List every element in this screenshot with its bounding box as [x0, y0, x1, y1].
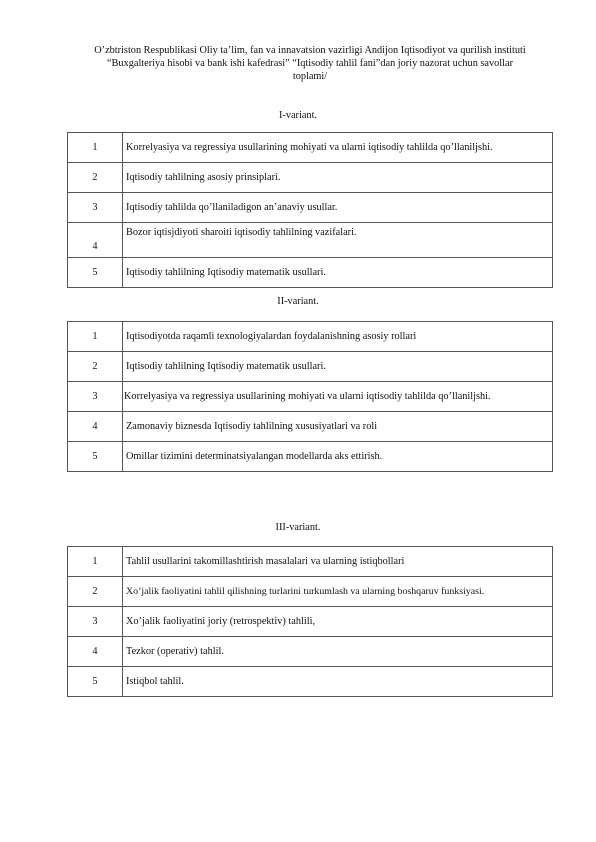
table-row	[68, 258, 553, 288]
table-row	[68, 547, 553, 577]
question-number: 5	[68, 667, 123, 697]
table-row	[68, 382, 553, 412]
variant-2-table	[67, 321, 553, 472]
header-line-2: “Buxgalteriya hisobi va bank ishi kafedrasi” “Iqtisodiy tahlil fani”dan joriy nazorat uchun savollar	[106, 58, 514, 70]
question-number: 2	[68, 163, 123, 193]
question-number: 5	[68, 258, 123, 288]
question-number: 4	[68, 637, 123, 667]
question-text: Iqtisodiy tahlilning asosiy prinsiplari.	[123, 163, 553, 193]
header-line-3: toplami/	[292, 71, 328, 83]
question-text: Iqtisodiyotda raqamli texnologiyalardan foydalanishning asosiy rollari	[123, 322, 553, 352]
question-number: 1	[68, 133, 123, 163]
question-text: Istiqbol tahlil.	[123, 667, 553, 697]
question-number: 1	[68, 322, 123, 352]
variant-2-title: II-variant.	[277, 296, 319, 307]
question-text: Iqtisodiy tahlilning Iqtisodiy matematik usullari.	[123, 352, 553, 382]
table-row	[68, 193, 553, 223]
variant-3-title: III-variant.	[275, 522, 321, 533]
question-text: Iqtisodiy tahlilda qo’llaniladigon an’anaviy usullar.	[123, 193, 553, 223]
variant-3-table	[67, 546, 553, 697]
table-row	[68, 412, 553, 442]
question-text: Bozor iqtisjdiyoti sharoiti iqtisodiy tahlilning vazifalari.	[123, 223, 553, 258]
table-row	[68, 322, 553, 352]
question-text: Xo’jalik faoliyatini tahlil qilishning turlarini turkumlash va ularning boshqaruv funksiyasi.	[123, 577, 553, 607]
question-number: 2	[68, 577, 123, 607]
question-text: Korrelyasiya va regressiya usullarining mohiyati va ularni iqtisodiy tahlilda qo’llaniljshi.	[123, 133, 553, 163]
table-row	[68, 352, 553, 382]
question-text: Tahlil usullarini takomillashtirish masalalari va ularning istiqbollari	[123, 547, 553, 577]
question-text: Xo’jalik faoliyatini joriy (retrospektiv) tahlili,	[123, 607, 553, 637]
question-number: 4	[68, 223, 123, 258]
question-number: 3	[68, 607, 123, 637]
question-number: 5	[68, 442, 123, 472]
table-row	[68, 163, 553, 193]
table-row	[68, 637, 553, 667]
variant-1-title: I-variant.	[278, 110, 318, 121]
question-text: Tezkor (operativ) tahlil.	[123, 637, 553, 667]
question-number: 3	[68, 382, 123, 412]
table-row	[68, 607, 553, 637]
question-text: Iqtisodiy tahlilning Iqtisodiy matematik usullari.	[123, 258, 553, 288]
question-text: Zamonaviy biznesda Iqtisodiy tahlilning xususiyatlari va roli	[123, 412, 553, 442]
table-row	[68, 223, 553, 258]
question-text: Korrelyasiya va regressiya usullarining mohiyati va ularni iqtisodiy tahlilda qo’llaniljshi.	[123, 382, 553, 412]
question-number: 4	[68, 412, 123, 442]
question-text: Omillar tizimini determinatsiyalangan modellarda aks ettirish.	[123, 442, 553, 472]
question-number: 3	[68, 193, 123, 223]
table-row	[68, 667, 553, 697]
header-line-1: O’zbtriston Respublikasi Oliy ta’lim, fan va innavatsion vazirligi Andijon Iqtisodiyot va qurilish instituti	[94, 45, 526, 56]
table-row	[68, 133, 553, 163]
question-number: 2	[68, 352, 123, 382]
question-number: 1	[68, 547, 123, 577]
variant-1-table	[67, 132, 553, 288]
table-row	[68, 442, 553, 472]
document-header	[60, 44, 560, 84]
table-row	[68, 577, 553, 607]
